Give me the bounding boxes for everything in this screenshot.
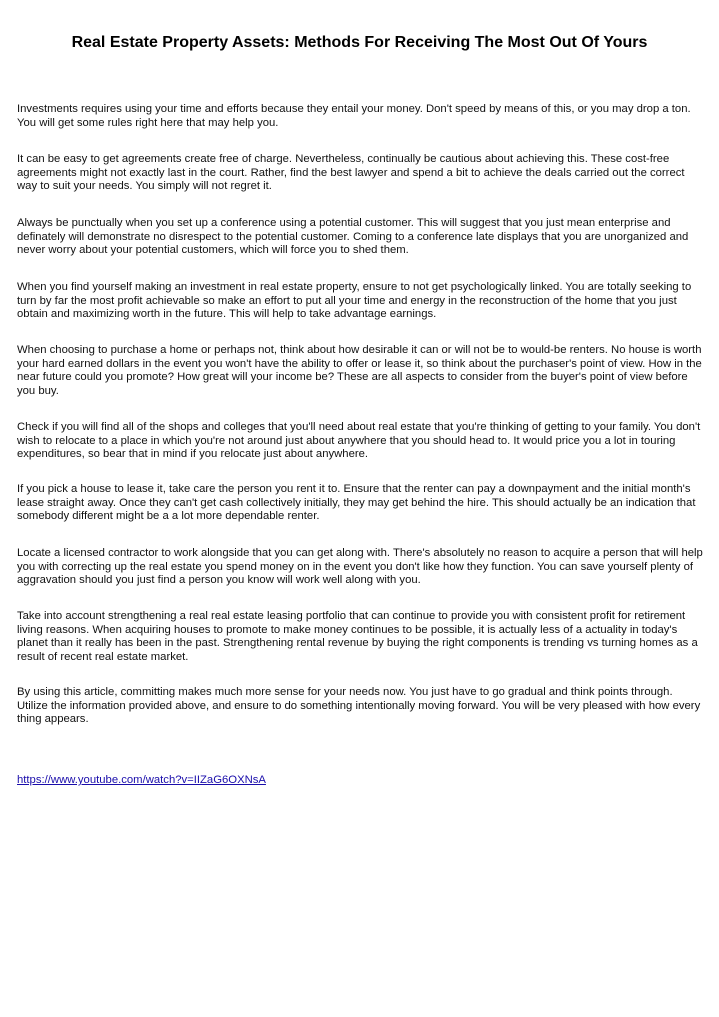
paragraph-4: When you find yourself making an investment in real estate property, ensure to not get psychologically linked. You are totally seeking to turn by far the most profit achievable so make an effort to put all your time and energy in the reconstruction of the home that you just obtain and maximizing worth in the future. This will help to take advantage earnings. — [17, 281, 692, 321]
paragraph-8: Locate a licensed contractor to work alongside that you can get along with. There's absolutely no reason to acquire a person that will help you with correcting up the real estate you spend money on in the event you don't like how they function. You can save yourself plenty of aggravation should you just find a person you know will work well along with you. — [17, 547, 703, 587]
youtube-link[interactable]: https://www.youtube.com/watch?v=IIZaG6OXNsA — [17, 774, 266, 786]
paragraph-2: It can be easy to get agreements create free of charge. Nevertheless, continually be cautious about achieving this. These cost-free agreements might not exactly last in the court. Rather, find the best lawyer and spend a bit to achieve the deals carried out the correct way to suit your needs. You simply will not regret it. — [17, 153, 685, 193]
paragraph-7: If you pick a house to lease it, take care the person you rent it to. Ensure that the renter can pay a downpayment and the initial month's lease straight away. Once they can't get cash collectively initially, they may get behind the hire. This should actually be an indication that somebody different might be a a lot more dependable renter. — [17, 483, 696, 523]
document-title: Real Estate Property Assets: Methods For Receiving The Most Out Of Yours — [71, 34, 648, 51]
paragraph-6: Check if you will find all of the shops and colleges that you'll need about real estate that you're thinking of getting to your family. You don't wish to relocate to a place in which you're not around just about anywhere that you should head to. It would price you a lot in touring expenditures, so bear that in mind if you relocate just about anywhere. — [17, 421, 701, 461]
paragraph-5: When choosing to purchase a home or perhaps not, think about how desirable it can or will not be to would-be renters. No house is worth your hard earned dollars in the event you won't have the ability to offer or lease it, so think about the purchaser's point of view. How in the near future could you promote? How great will your income be? These are all aspects to consider from the buyer's point of view before you buy. — [17, 344, 702, 397]
paragraph-9: Take into account strengthening a real real estate leasing portfolio that can continue to provide you with consistent profit for retirement living reasons. When acquiring houses to promote to make money continues to be possible, it is actually less of a actuality in today's planet than it really has been in the past. Strengthening rental revenue by buying the right components is trending vs turning homes as a result of recent real estate market. — [17, 610, 698, 663]
paragraph-3: Always be punctually when you set up a conference using a potential customer. This will suggest that you just mean enterprise and definately will demonstrate no disrespect to the potential customer. Coming to a conference late displays that you are unorganized and never worry about your potential customers, which will force you to shed them. — [17, 217, 689, 257]
paragraph-1: Investments requires using your time and efforts because they entail your money. Don't speed by means of this, or you may drop a ton. You will get some rules right here that may help you. — [17, 103, 691, 129]
paragraph-10: By using this article, committing makes much more sense for your needs now. You just have to go gradual and think points through. Utilize the information provided above, and ensure to do something intentionally moving forward. You will be very pleased with how every thing appears. — [17, 686, 701, 726]
